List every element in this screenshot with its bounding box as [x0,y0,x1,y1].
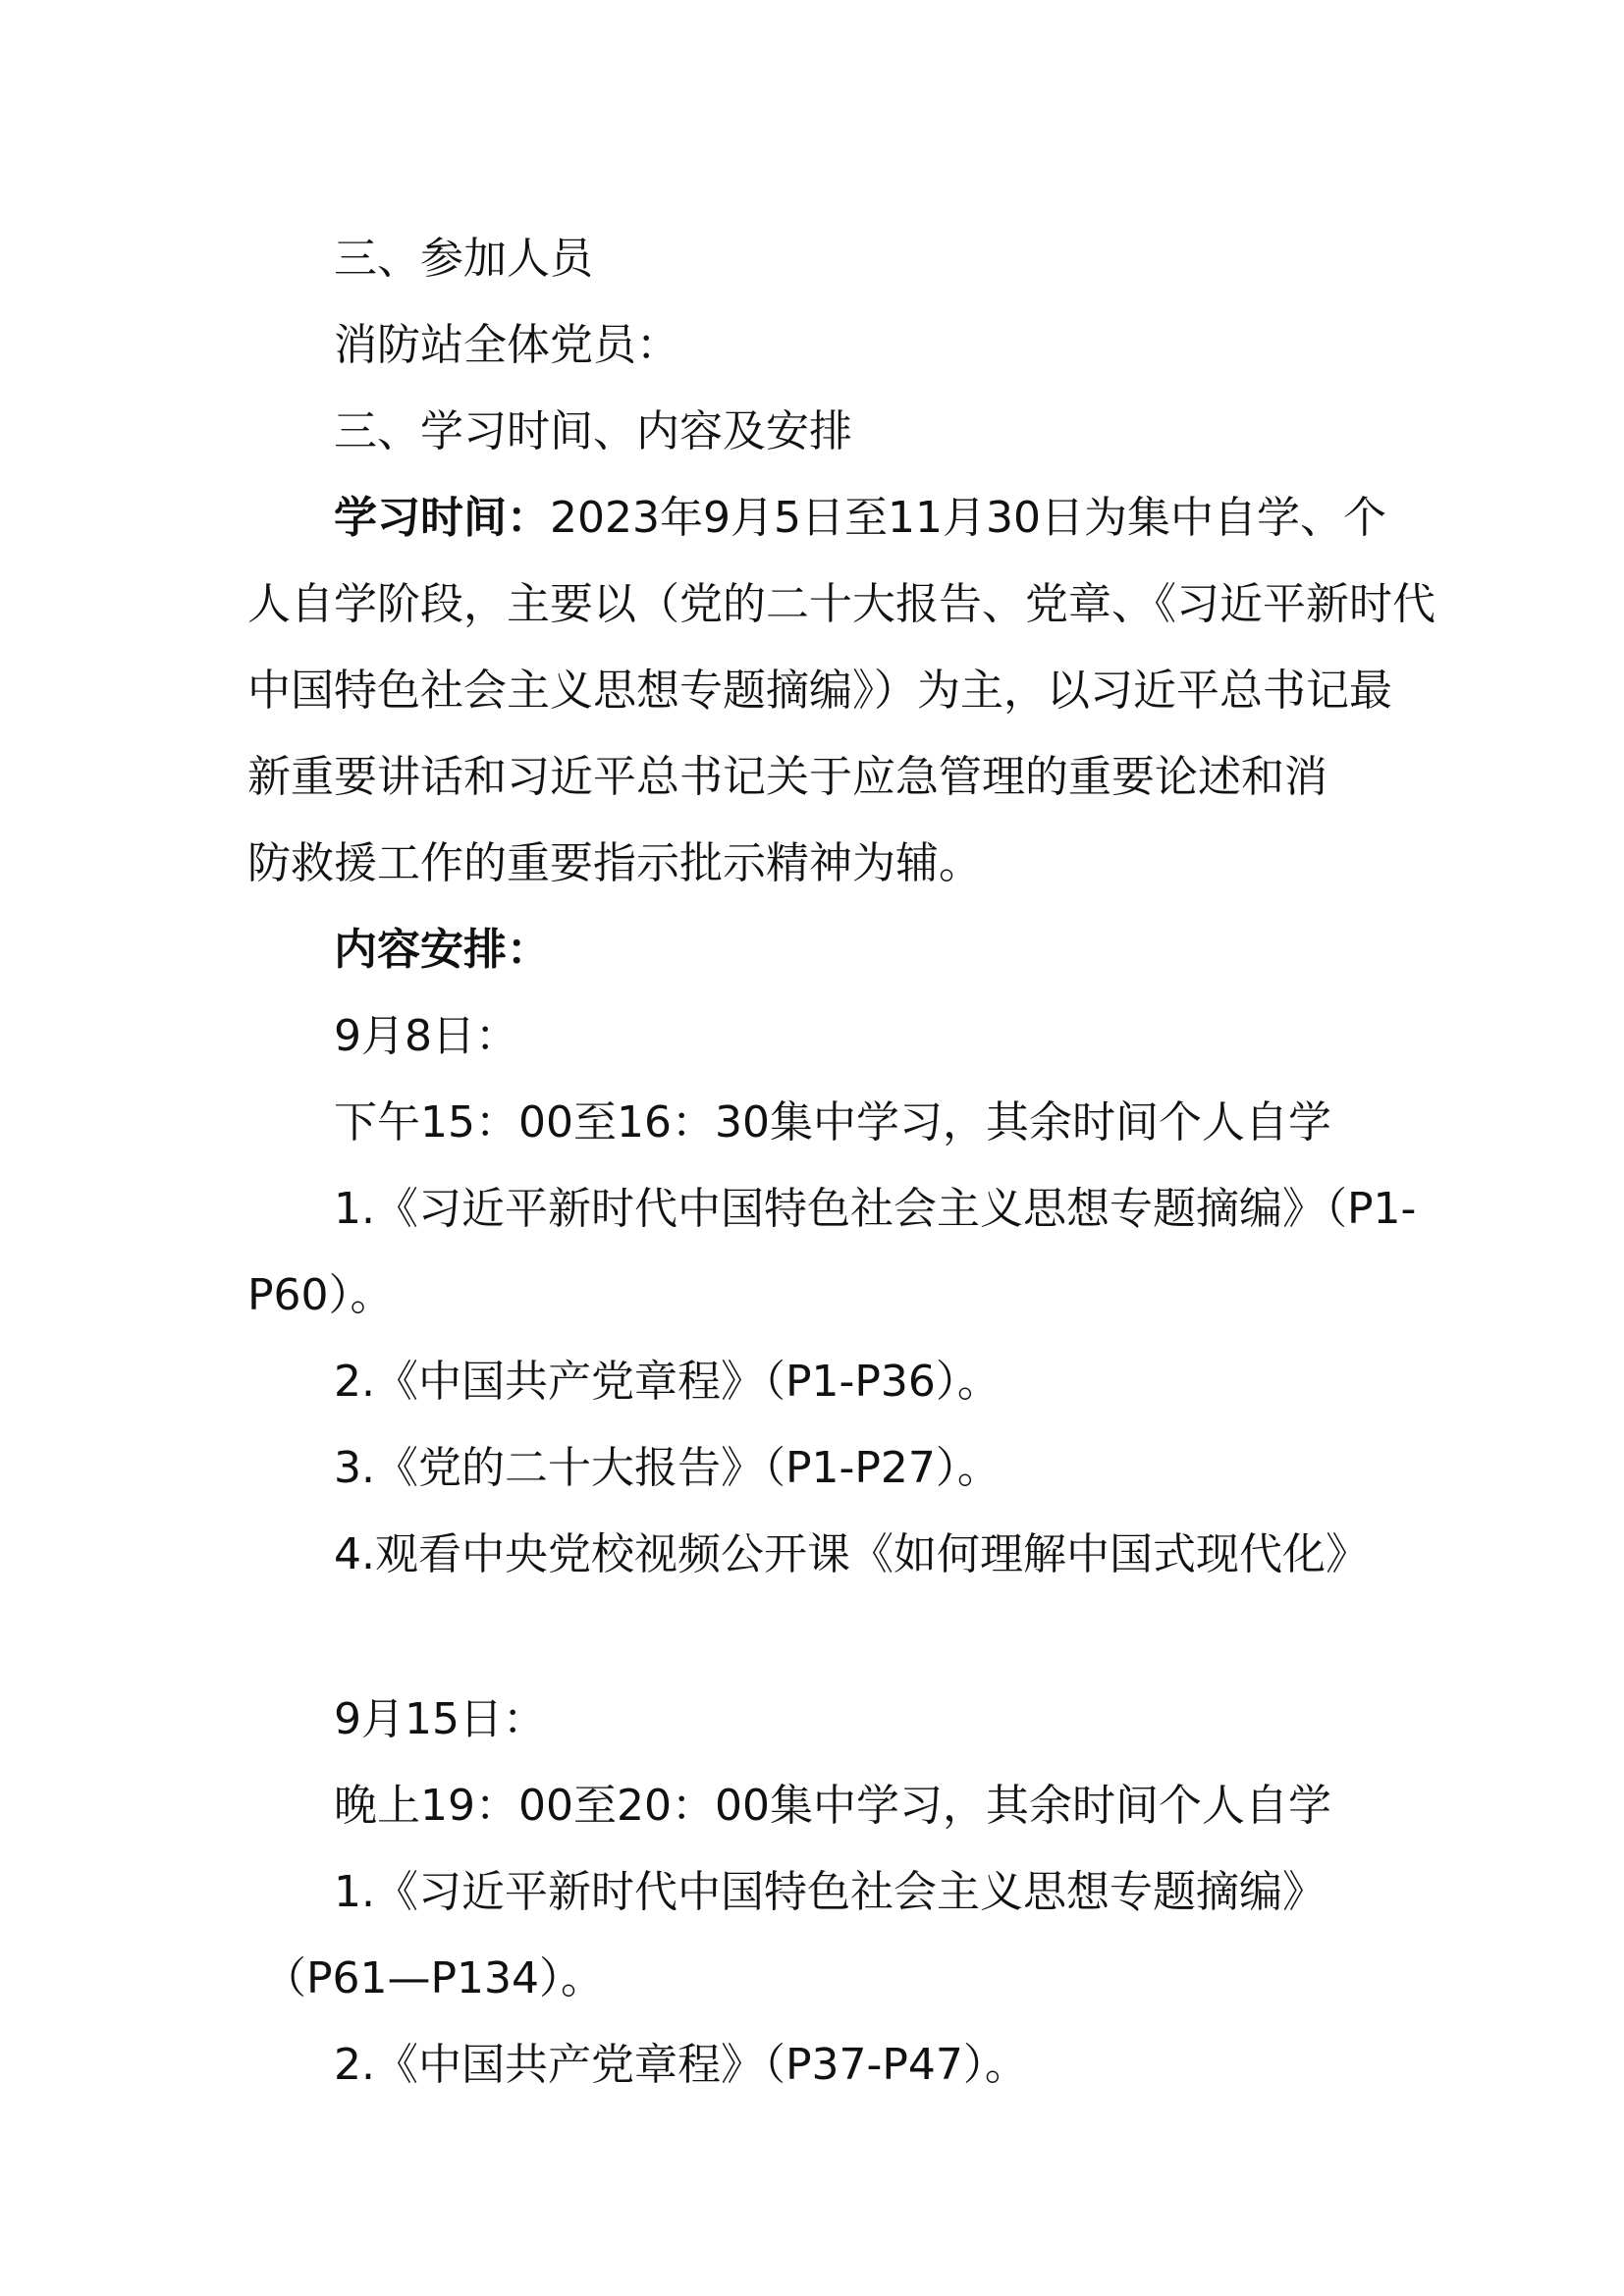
day2-date: 9月15日： [334,1694,546,1744]
participants-text: 消防站全体党员： [334,320,679,370]
day1-item-3: 3.《党的二十大报告》（P1-P27）。 [334,1443,1001,1493]
study-time-text-1: 2023年9月5日至11月30日为集中自学、个 [550,493,1386,543]
day1-item-1-continued: P60）。 [247,1270,394,1320]
participants-heading: 三、参加人员 [334,234,593,284]
study-time-text-2: 人自学阶段，主要以（党的二十大报告、党章、《习近平新时代 [247,579,1435,629]
day1-item-2: 2.《中国共产党章程》（P1-P36）。 [334,1357,1001,1407]
day1-item-1: 1.《习近平新时代中国特色社会主义思想专题摘编》（P1- [334,1184,1417,1234]
day2-session: 晚上19：00至20：00集中学习，其余时间个人自学 [334,1781,1331,1831]
day2-item-2: 2.《中国共产党章程》（P37-P47）。 [334,2040,1028,2090]
schedule-heading: 三、学习时间、内容及安排 [334,406,852,456]
study-time-text-5: 防救援工作的重要指示批示精神为辅。 [247,838,982,888]
study-time-label: 学习时间： [334,493,550,543]
study-time-paragraph-line-1 [334,489,1386,548]
day1-item-4: 4.观看中央党校视频公开课《如何理解中国式现代化》 [334,1529,1369,1579]
content-arrangement-label: 内容安排： [334,925,550,975]
day2-item-1: 1.《习近平新时代中国特色社会主义思想专题摘编》 [334,1867,1326,1917]
study-time-text-4: 新重要讲话和习近平总书记关于应急管理的重要论述和消 [247,752,1327,802]
day2-item-1-continued: （P61—P134）。 [263,1953,605,2003]
day1-session: 下午15：00至16：30集中学习，其余时间个人自学 [334,1097,1331,1148]
day1-date: 9月8日： [334,1011,518,1061]
study-time-text-3: 中国特色社会主义思想专题摘编》）为主，以习近平总书记最 [247,666,1392,716]
